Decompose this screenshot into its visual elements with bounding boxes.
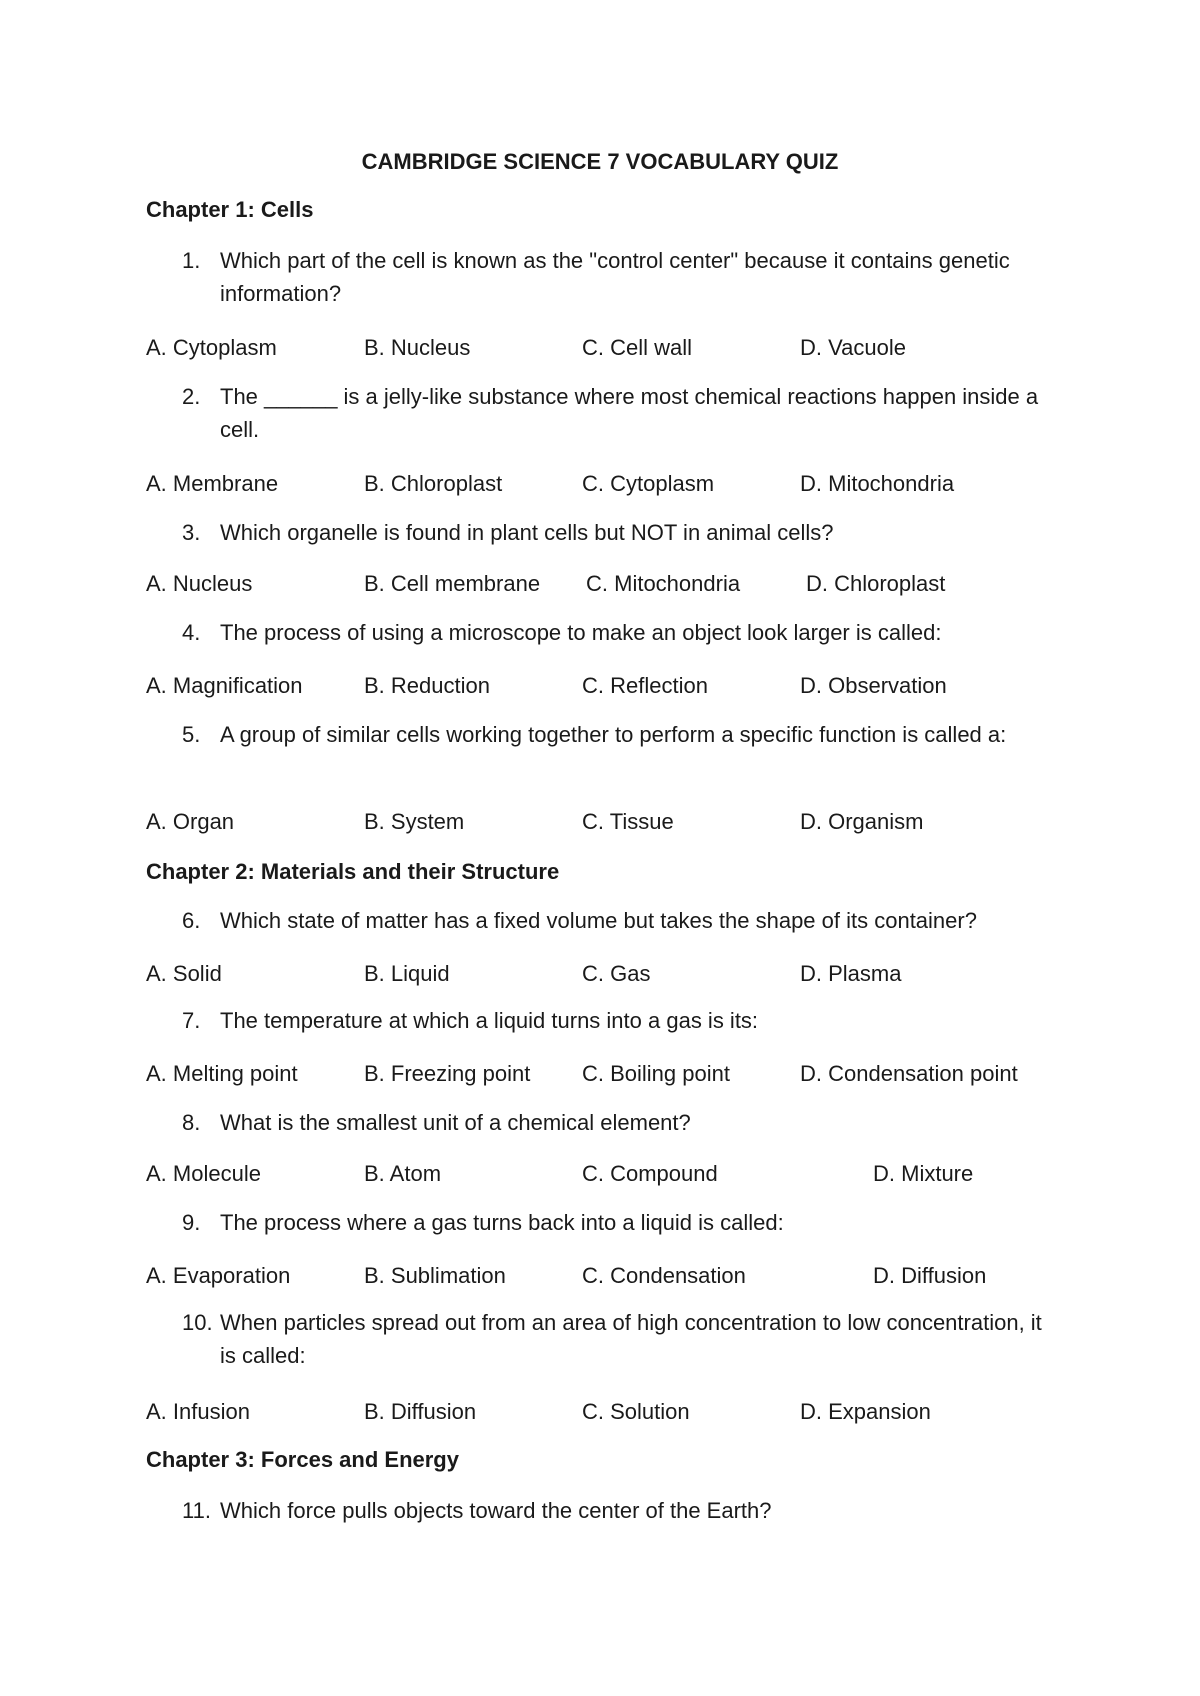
question-text: Which force pulls objects toward the center of the Earth? <box>220 1498 772 1523</box>
option-d: D. Mitochondria <box>800 471 955 496</box>
question-text: The temperature at which a liquid turns into a gas is its: <box>220 1008 759 1033</box>
question-text: Which part of the cell is known as the "control center" because it contains genetic information? <box>220 248 1010 306</box>
option-d: D. Organism <box>800 809 924 834</box>
option-c: C. Compound <box>582 1161 718 1186</box>
question-number: 4. <box>182 620 201 645</box>
option-c: C. Condensation <box>582 1263 746 1288</box>
option-c: C. Tissue <box>582 809 674 834</box>
answer-options <box>146 1398 1066 1426</box>
question <box>182 1106 1062 1139</box>
question-text: What is the smallest unit of a chemical element? <box>220 1110 691 1135</box>
option-d: D. Plasma <box>800 961 902 986</box>
option-b: B. Liquid <box>364 961 450 986</box>
question-number: 2. <box>182 384 201 409</box>
question-number: 5. <box>182 722 201 747</box>
question-number: 3. <box>182 520 201 545</box>
option-a: A. Melting point <box>146 1061 298 1086</box>
option-a: A. Infusion <box>146 1399 250 1424</box>
answer-options <box>146 960 1066 988</box>
question-number: 1. <box>182 248 201 273</box>
chapter-heading: Chapter 3: Forces and Energy <box>146 1447 459 1472</box>
answer-options <box>146 1160 1066 1188</box>
question-number: 6. <box>182 908 201 933</box>
option-d: D. Chloroplast <box>806 571 946 596</box>
question <box>182 718 1062 751</box>
question-number: 8. <box>182 1110 201 1135</box>
question <box>182 244 1062 310</box>
option-b: B. Freezing point <box>364 1061 531 1086</box>
option-c: C. Cytoplasm <box>582 471 715 496</box>
question <box>182 380 1062 446</box>
question <box>182 616 1062 649</box>
option-b: B. Chloroplast <box>364 471 503 496</box>
question-text: Which organelle is found in plant cells but NOT in animal cells? <box>220 520 834 545</box>
page-title: CAMBRIDGE SCIENCE 7 VOCABULARY QUIZ <box>361 149 839 174</box>
option-b: B. Nucleus <box>364 335 471 360</box>
chapter-heading: Chapter 2: Materials and their Structure <box>146 859 560 884</box>
question-text: The ______ is a jelly-like substance where most chemical reactions happen inside a cell. <box>220 384 1039 442</box>
option-a: A. Magnification <box>146 673 303 698</box>
option-b: B. Reduction <box>364 673 490 698</box>
option-c: C. Reflection <box>582 673 708 698</box>
answer-options <box>146 570 1066 598</box>
answer-options <box>146 334 1066 362</box>
option-d: D. Vacuole <box>800 335 906 360</box>
question-text: The process of using a microscope to make an object look larger is called: <box>220 620 942 645</box>
question <box>182 1306 1062 1372</box>
answer-options <box>146 470 1066 498</box>
question <box>182 1004 1062 1037</box>
option-d: D. Mixture <box>873 1161 974 1186</box>
option-b: B. Sublimation <box>364 1263 506 1288</box>
option-a: A. Organ <box>146 809 235 834</box>
question <box>182 904 1062 937</box>
option-c: C. Boiling point <box>582 1061 730 1086</box>
question <box>182 1206 1062 1239</box>
question-number: 11. <box>182 1498 211 1523</box>
option-d: D. Expansion <box>800 1399 931 1424</box>
answer-options <box>146 808 1066 836</box>
option-b: B. Atom <box>364 1161 442 1186</box>
option-a: A. Cytoplasm <box>146 335 277 360</box>
question-number: 9. <box>182 1210 201 1235</box>
question-text: The process where a gas turns back into a liquid is called: <box>220 1210 784 1235</box>
option-b: B. Diffusion <box>364 1399 477 1424</box>
question-text: Which state of matter has a fixed volume but takes the shape of its container? <box>220 908 977 933</box>
option-a: A. Solid <box>146 961 222 986</box>
question-text: A group of similar cells working together to perform a specific function is called a: <box>220 722 1007 747</box>
option-c: C. Mitochondria <box>586 571 741 596</box>
answer-options <box>146 1262 1066 1290</box>
question <box>182 516 1062 549</box>
option-a: A. Evaporation <box>146 1263 291 1288</box>
question-number: 7. <box>182 1008 201 1033</box>
option-c: C. Gas <box>582 961 651 986</box>
option-a: A. Molecule <box>146 1161 261 1186</box>
question <box>182 1494 1062 1527</box>
answer-options <box>146 672 1066 700</box>
chapter-heading: Chapter 1: Cells <box>146 197 314 222</box>
option-b: B. Cell membrane <box>364 571 541 596</box>
option-c: C. Solution <box>582 1399 690 1424</box>
option-c: C. Cell wall <box>582 335 693 360</box>
question-text: When particles spread out from an area of high concentration to low concentration, it is called: <box>220 1310 1042 1368</box>
answer-options <box>146 1060 1066 1088</box>
option-b: B. System <box>364 809 465 834</box>
option-d: D. Observation <box>800 673 947 698</box>
option-a: A. Nucleus <box>146 571 253 596</box>
question-number: 10. <box>182 1310 213 1335</box>
option-d: D. Diffusion <box>873 1263 987 1288</box>
option-a: A. Membrane <box>146 471 279 496</box>
option-d: D. Condensation point <box>800 1061 1018 1086</box>
